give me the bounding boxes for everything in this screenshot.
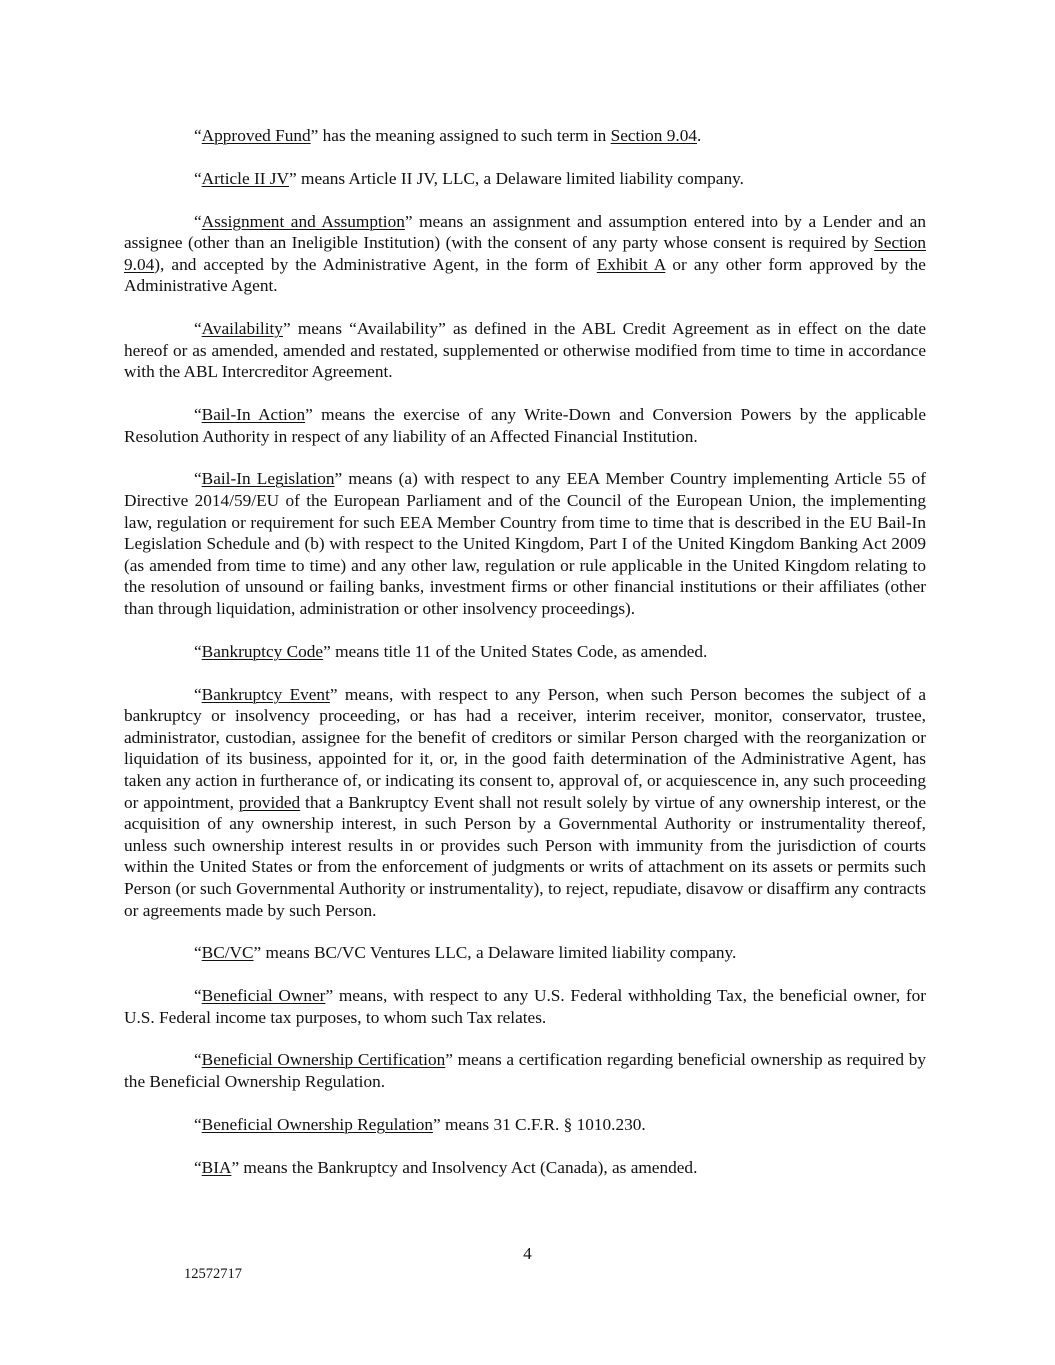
defined-term: Bankruptcy Code bbox=[201, 641, 324, 661]
definition-text: “ bbox=[194, 126, 202, 145]
definition-text: “ bbox=[194, 986, 202, 1006]
defined-term: Availability bbox=[201, 319, 283, 339]
defined-term: Bail-In Legislation bbox=[201, 469, 335, 489]
defined-term: Beneficial Ownership Regulation bbox=[201, 1114, 433, 1134]
cross-reference: Section 9.04 bbox=[610, 126, 697, 145]
definition-text: ” means the exercise of any Write-Down and Conversion Powers by the applicable Resolution Authority in respect of any liability of an Affected Financial Institution. bbox=[124, 405, 927, 446]
definition-text: ” means “Availability” as defined in the ABL Credit Agreement as in effect on the date hereof or as amended, amended and restated, supplemented or otherwise modified from time to time in accordance with the ABL Intercreditor Agreement. bbox=[124, 319, 926, 382]
page-number: 4 bbox=[523, 1244, 532, 1263]
definition-text: . bbox=[697, 126, 702, 145]
definition-paragraph bbox=[124, 318, 926, 383]
definition-text: ” has the meaning assigned to such term in bbox=[310, 126, 611, 145]
definition-text: “ bbox=[194, 1157, 202, 1177]
defined-term: Beneficial Ownership Certification bbox=[201, 1050, 446, 1070]
definition-text: that a Bankruptcy Event shall not result solely by virtue of any ownership interest, or the acquisition of any ownership interest, in such Person by a Governmental Authority or instrumentality thereof, unless such ownership interest results in or provides such Person with immunity from the jurisdiction of courts within the United States or from the enforcement of judgments or writs of attachment on its assets or permits such Person (or such Governmental Authority or instrumentality), to reject, repudiate, disavow or disaffirm any contracts or agreements made by such Person. bbox=[124, 792, 926, 920]
definition-text: ” means title 11 of the United States Code, as amended. bbox=[323, 641, 708, 661]
definition-paragraph bbox=[124, 1114, 926, 1136]
definition-text: “ bbox=[194, 1050, 202, 1070]
definitions-section bbox=[124, 125, 926, 1199]
cross-reference: provided bbox=[238, 792, 301, 812]
definition-text: ” means Article II JV, LLC, a Delaware limited liability company. bbox=[289, 168, 744, 188]
definition-text: ” means, with respect to any U.S. Federal withholding Tax, the beneficial owner, for U.S. Federal income tax purposes, to whom such Tax relates. bbox=[124, 986, 927, 1027]
definition-text: “ bbox=[194, 211, 202, 231]
definition-paragraph bbox=[124, 468, 926, 619]
definition-text: “ bbox=[194, 405, 202, 425]
definition-paragraph bbox=[124, 1157, 926, 1179]
definition-paragraph bbox=[124, 985, 926, 1028]
definition-paragraph bbox=[124, 125, 926, 147]
definition-text: ” means (a) with respect to any EEA Member Country implementing Article 55 of Directive 2014/59/EU of the European Parliament and of the Council of the European Union, the implementing law, regulation or requirement for such EEA Member Country from time to time that is described in the EU Bail-In Legislation Schedule and (b) with respect to the United Kingdom, Part I of the United Kingdom Banking Act 2009 (as amended from time to time) and any other law, regulation or rule applicable in the United Kingdom relating to the resolution of unsound or failing banks, investment firms or other financial institutions or their affiliates (other than through liquidation, administration or other insolvency proceedings). bbox=[124, 469, 926, 619]
defined-term: BIA bbox=[201, 1157, 232, 1177]
definition-paragraph bbox=[124, 1049, 926, 1092]
definition-text: ” means a certification regarding beneficial ownership as required by the Beneficial Ownership Regulation. bbox=[124, 1050, 926, 1092]
cross-reference: Exhibit A bbox=[596, 254, 666, 274]
defined-term: Beneficial Owner bbox=[201, 986, 326, 1006]
definition-paragraph bbox=[124, 211, 926, 297]
definition-paragraph bbox=[124, 684, 926, 922]
definition-text: “ bbox=[194, 168, 202, 188]
definition-text: “ bbox=[194, 469, 202, 489]
definition-text: ” means BC/VC Ventures LLC, a Delaware limited liability company. bbox=[253, 943, 737, 963]
definition-paragraph bbox=[124, 641, 926, 663]
definition-paragraph bbox=[124, 168, 926, 190]
definition-text: “ bbox=[194, 684, 202, 704]
definition-text: ” means an assignment and assumption entered into by a Lender and an assignee (other than an Ineligible Institution) (with the consent of any party whose consent is required by bbox=[124, 211, 926, 253]
defined-term: Assignment and Assumption bbox=[201, 211, 405, 231]
definition-text: ), and accepted by the Administrative Agent, in the form of bbox=[154, 254, 597, 274]
defined-term: BC/VC bbox=[201, 943, 254, 963]
document-id: 12572717 bbox=[184, 1266, 242, 1282]
defined-term: Article II JV bbox=[201, 168, 290, 188]
definition-text: “ bbox=[194, 641, 202, 661]
definition-text: “ bbox=[194, 943, 202, 963]
definition-paragraph bbox=[124, 404, 926, 447]
definition-text: or any other form approved by the Administrative Agent. bbox=[124, 254, 926, 296]
defined-term: Approved Fund bbox=[201, 126, 311, 145]
cross-reference: Section 9.04 bbox=[124, 233, 926, 274]
definition-text: “ bbox=[194, 319, 202, 339]
definition-text: “ bbox=[194, 1114, 202, 1134]
definition-text: ” means the Bankruptcy and Insolvency Act (Canada), as amended. bbox=[231, 1157, 698, 1177]
defined-term: Bail-In Action bbox=[201, 405, 306, 425]
definition-text: ” means 31 C.F.R. § 1010.230. bbox=[433, 1114, 646, 1134]
defined-term: Bankruptcy Event bbox=[201, 684, 330, 704]
definition-text: ” means, with respect to any Person, when such Person becomes the subject of a bankruptcy or insolvency proceeding, or has had a receiver, interim receiver, monitor, conservator, trustee, administrator, custodian, assignee for the benefit of creditors or similar Person charged with the reorganization or liquidation of its business, appointed for it, or, in the good faith determination of the Administrative Agent, has taken any action in furtherance of, or indicating its consent to, approval of, or acquiescence in, any such proceeding or appointment, bbox=[124, 684, 926, 812]
definition-paragraph bbox=[124, 942, 926, 964]
